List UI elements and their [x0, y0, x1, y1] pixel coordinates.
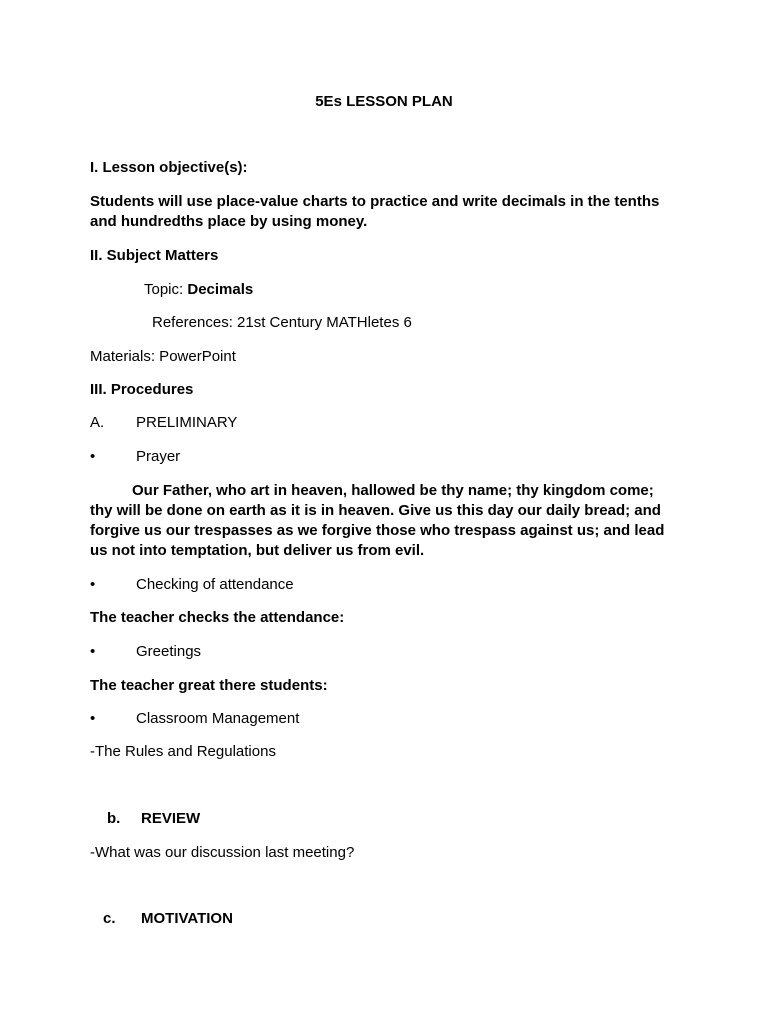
materials-line: Materials: PowerPoint: [90, 348, 236, 365]
greetings-label: Greetings: [136, 643, 202, 660]
references-line: References: 21st Century MATHletes 6: [152, 314, 412, 331]
bullet-prayer: •: [90, 448, 96, 465]
procedures-heading: III. Procedures: [90, 381, 194, 398]
objective-text: Students will use place-value charts to practice and write decimals in the tenths and hundredths place by using money.: [90, 193, 660, 230]
preliminary-letter: A.: [90, 414, 105, 431]
document-title: 5Es LESSON PLAN: [315, 93, 453, 110]
review-letter: b.: [107, 810, 121, 827]
objective-heading: I. Lesson objective(s):: [90, 159, 248, 176]
prayer-text: Our Father, who art in heaven, hallowed be thy name; thy kingdom come; thy will be done on earth as it is in heaven. Give us this day our daily bread; and forgive us our trespasses as we forgive those who trespass against us; and lead us not into temptation, but deliver us from evil.: [90, 482, 665, 559]
classroom-label: Classroom Management: [136, 710, 300, 727]
rules-text: -The Rules and Regulations: [90, 743, 276, 760]
greetings-note: The teacher great there students:: [90, 677, 328, 694]
attendance-note: The teacher checks the attendance:: [90, 609, 345, 626]
prayer-label: Prayer: [136, 448, 181, 465]
topic-label: Topic:: [144, 281, 188, 298]
review-label: REVIEW: [141, 810, 201, 827]
topic-line: [144, 280, 253, 300]
motivation-letter: c.: [103, 910, 116, 927]
attendance-label: Checking of attendance: [136, 576, 294, 593]
review-question: -What was our discussion last meeting?: [90, 844, 355, 861]
motivation-label: MOTIVATION: [141, 910, 233, 927]
bullet-classroom: •: [90, 710, 96, 727]
topic-value: Decimals: [187, 281, 254, 298]
bullet-attendance: •: [90, 576, 96, 593]
preliminary-label: PRELIMINARY: [136, 414, 238, 431]
subject-heading: II. Subject Matters: [90, 247, 219, 264]
bullet-greetings: •: [90, 643, 96, 660]
